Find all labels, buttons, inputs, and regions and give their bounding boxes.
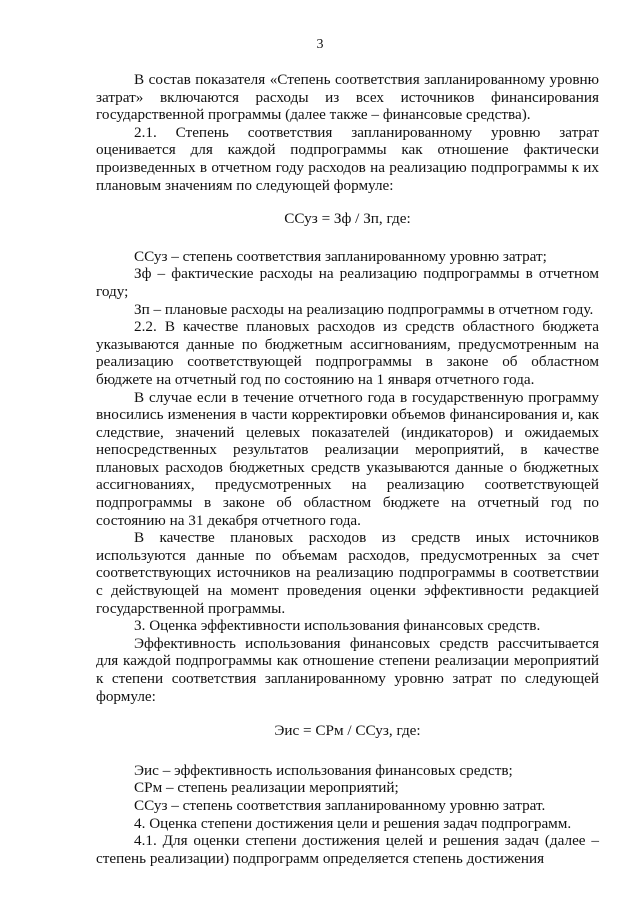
paragraph-2-1: 2.1. Степень соответствия запланированному уровню затрат оценивается для каждой подпрограммы как отношение фактически произведенных в отчетном году расходов на реализацию подпрограммы к их плановым значениям по следующей формуле:: [96, 123, 599, 194]
page-number: 3: [316, 37, 324, 52]
paragraph-efficiency: Эффективность использования финансовых средств рассчитывается для каждой подпрограммы как отношение степени реализации мероприятий к степени соответствия запланированному уровню затрат по следующей формуле:: [96, 634, 599, 705]
document-body: [96, 71, 599, 867]
definition-zp: Зп – плановые расходы на реализацию подпрограммы в отчетном году.: [134, 300, 594, 318]
definition-zf: Зф – фактические расходы на реализацию подпрограммы в отчетном году;: [96, 265, 599, 300]
definition-ssuz-2: ССуз – степень соответствия запланированному уровню затрат.: [134, 796, 546, 814]
formula-ssuz: ССуз = Зф / Зп, где:: [284, 210, 411, 228]
paragraph-program-changes: В случае если в течение отчетного года в государственную программу вносились изменения в части корректировки объемов финансирования и, как следствие, значений целевых показателей (индикаторов) и ожидаемых непосредственных результатов реализации мероприятий, в качестве плановых расходов бюджетных средств указываются данные о бюджетных ассигнованиях, предусмотренных на реализацию соответствующей подпрограммы в законе об областном бюджете на отчетный год по состоянию на 31 декабря отчетного года.: [96, 388, 599, 529]
paragraph-2-2: 2.2. В качестве плановых расходов из средств областного бюджета указываются данные по бюджетным ассигнованиям, предусмотренным на реализацию соответствующей подпрограммы в законе об областном бюджете на отчетный год по состоянию на 1 января отчетного года.: [96, 318, 599, 388]
paragraph-4-1: 4.1. Для оценки степени достижения целей и решения задач (далее – степень реализации) подпрограмм определяется степень достижения: [96, 832, 599, 867]
definition-ssuz: ССуз – степень соответствия запланированному уровню затрат;: [134, 247, 547, 265]
section-heading-4: 4. Оценка степени достижения цели и решения задач подпрограмм.: [134, 814, 572, 832]
definition-srm: СРм – степень реализации мероприятий;: [134, 779, 399, 797]
section-heading-3: 3. Оценка эффективности использования финансовых средств.: [134, 617, 541, 635]
paragraph-expenses-composition: В состав показателя «Степень соответствия запланированному уровню затрат» включаются расходы из всех источников финансирования государственной программы (далее также – финансовые средства).: [96, 71, 599, 124]
definition-eis: Эис – эффективность использования финансовых средств;: [134, 761, 513, 779]
formula-eis: Эис = СРм / ССуз, где:: [274, 722, 421, 740]
paragraph-other-sources: В качестве плановых расходов из средств иных источников используются данные по объемам расходов, предусмотренных за счет соответствующих источников на реализацию подпрограммы в соответствии с действующей на момент проведения оценки эффективности редакцией государственной программы.: [96, 529, 599, 617]
